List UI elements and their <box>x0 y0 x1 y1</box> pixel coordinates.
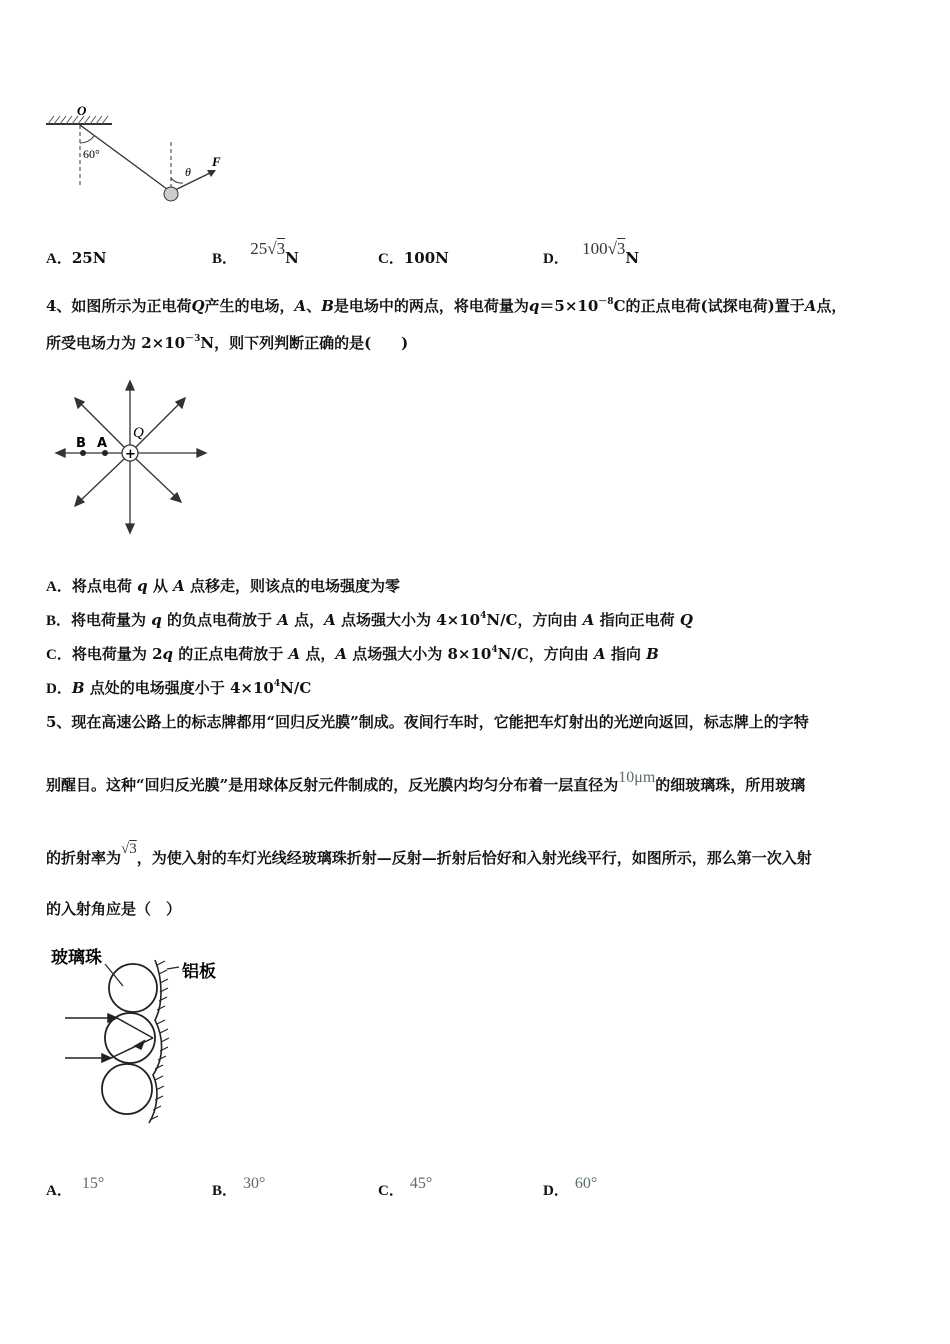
q4-label-B: B <box>76 436 86 451</box>
q5-stem-line4: 的入射角应是（ ） <box>46 900 182 918</box>
q3-pendulum-figure <box>40 100 240 210</box>
q4-stem-line2: 所受电场力为 $2\times 10^{-3}N$，则下列判断正确的是( ) <box>46 334 409 352</box>
q3-option-c[interactable]: C．100N <box>378 249 449 267</box>
q3-option-a[interactable]: A．25N <box>46 249 107 267</box>
q5-stem-line1: 5、现在高速公路上的标志牌都用“回归反光膜”制成。夜间行车时，它能把车灯射出的光逆向返回，标志牌上的字特 <box>46 713 809 731</box>
q4-label-Q: Q <box>133 425 144 441</box>
q4-option-b[interactable]: B．将电荷量为 q 的负点电荷放于 A 点，A 点场强大小为 $4\times 10^4N/C$，方向由 A 指向正电荷 Q <box>46 611 693 629</box>
q4-stem-line1: 4、如图所示为正电荷Q产生的电场，A、B是电场中的两点，将电荷量为$q=5\times 10^{-8}C$的正点电荷(试探电荷)置于A点， <box>46 297 847 315</box>
q4-option-c[interactable]: C．将电荷量为 2q 的正点电荷放于 A 点，A 点场强大小为 $8\times 10^4N/C$，方向由 A 指向 B <box>46 645 659 663</box>
q4-label-plus: + <box>125 447 136 462</box>
q3-option-d[interactable]: D． 100√3N <box>543 239 640 267</box>
q3-label-F: F <box>212 154 221 169</box>
q3-label-angle: 60° <box>83 147 100 161</box>
q5-label-plate: 铝板 <box>182 962 216 982</box>
q5-beads-figure <box>45 940 235 1130</box>
q4-option-a[interactable]: A．将点电荷 q 从 A 点移走，则该点的电场强度为零 <box>46 577 400 595</box>
q5-stem-line2: 别醒目。这种“回归反光膜”是用球体反射元件制成的，反光膜内均匀分布着一层直径为10μm的细玻璃珠，所用玻璃 <box>46 769 806 794</box>
q3-label-theta: θ <box>185 165 191 179</box>
q4-field-figure <box>50 375 220 540</box>
q3-ball <box>164 187 178 201</box>
q3-label-O: O <box>77 103 87 118</box>
q5-option-b[interactable]: B． 30° <box>212 1175 266 1199</box>
q3-option-b[interactable]: B． 25√3N <box>212 239 299 267</box>
q5-option-c[interactable]: C． 45° <box>378 1175 433 1199</box>
q4-label-A: A <box>97 436 108 451</box>
q5-option-a[interactable]: A． 15° <box>46 1175 105 1199</box>
q5-option-d[interactable]: D． 60° <box>543 1175 598 1199</box>
q5-label-bead: 玻璃珠 <box>51 948 102 968</box>
q4-option-d[interactable]: D．B 点处的电场强度小于 $4\times 10^4N/C$ <box>46 679 312 697</box>
q5-stem-line3: 的折射率为√3，为使入射的车灯光线经玻璃珠折射—反射—折射后恰好和入射光线平行，如图所示，那么第一次入射 <box>46 841 812 867</box>
